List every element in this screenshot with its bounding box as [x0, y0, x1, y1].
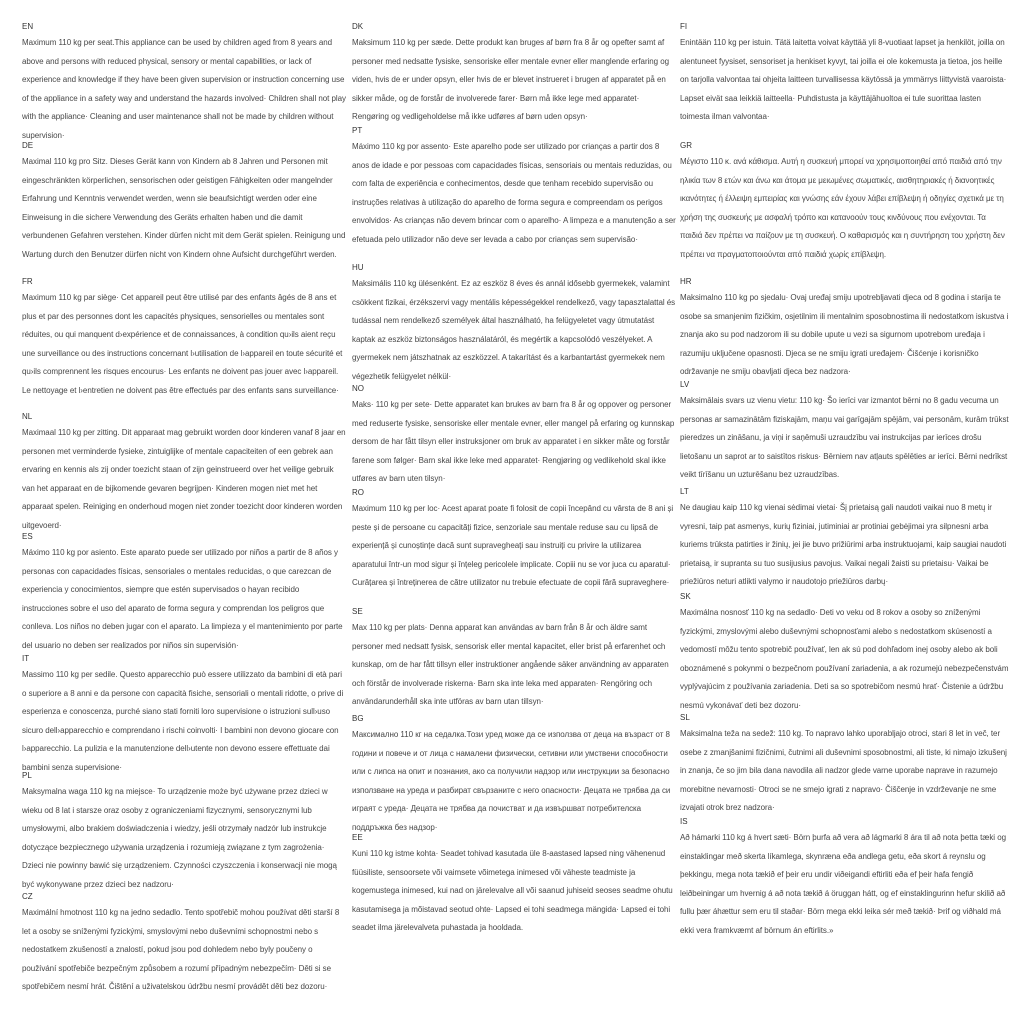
language-section-de: [22, 139, 346, 265]
language-code: HU: [352, 263, 364, 272]
language-code: PT: [352, 126, 363, 135]
language-section-pt: [352, 124, 676, 250]
language-section-en: [22, 20, 346, 146]
language-code: FI: [680, 22, 688, 31]
warning-text: Μέγιστο 110 κ. ανά κάθισμα. Αυτή η συσκευή μπορεί να χρησιμοποιηθεί από παιδιά από την ηλικία των 8 ετών και άνω και άτομα με μειωμένες σωματικές, αισθητηριακές ή διανοητικές ικανότητες ή έλλειψη εμπειρίας και γνώσης εάν έχουν λάβει επίβλεψη ή οδηγίες σχετικά με τη χρήση της συσκευής με ασφαλή τρόπο και κατανοούν τους κινδύνους που ενέχονται. Τα παιδιά δεν πρέπει να παίζουν με τη συσκευή. Ο καθαρισμός και η συντήρηση του χρήστη δεν πρέπει να πραγματοποιούνται από παιδιά χωρίς επίβλεψη.: [680, 157, 1005, 259]
warning-text: Máximo 110 kg por assento· Este aparelho pode ser utilizado por crianças a partir dos 8 anos de idade e por pessoas com capacidades físicas, sensoriais ou mentais reduzidas, ou com falta de experiência e conhecimentos, desde que tenham recebido supervisão ou instruções relativas à utilização do aparelho de forma segura e compreendam os perigos envolvidos· As crianças não devem brincar com o aparelho· A limpeza e a manutenção a ser efetuada pelo utilizador não deve ser levada a cabo por crianças sem supervisão·: [352, 142, 676, 244]
warning-text: Maksimalna teža na sedež: 110 kg. To napravo lahko uporabljajo otroci, stari 8 let in več, ter osebe z zmanjšanimi fizičnimi, čutnimi ali duševnimi sposobnostmi, ali tiste, ki nimajo izkušenj in znanja, če so jim bila dana navodila ali nadzor glede varne uporabe naprave in razumejo morebitne nevarnosti· Otroci se ne smejo igrati z napravo· Čiščenje in vzdrževanje ne sme izvajati otrok brez nadzora·: [680, 729, 1007, 813]
language-section-fi: [680, 20, 1010, 127]
warning-text: Maksimális 110 kg ülésenként. Ez az eszköz 8 éves és annál idősebb gyermekek, valamint csökkent fizikai, érzékszervi vagy mentális képességekkel rendelkező, vagy tapasztalattal és tudással nem rendelkező személyek által használható, ha felügyeletet vagy útmutatást kaptak az eszköz biztonságos használatáról, és megértik a kapcsolódó veszélyeket. A gyermekek nem játszhatnak az eszközzel. A takarítást és a karbantartást gyermekek nem végezhetik felügyelet nélkül·: [352, 279, 676, 381]
language-code: IS: [680, 817, 688, 826]
language-section-no: [352, 382, 676, 489]
language-code: LV: [680, 380, 690, 389]
language-section-ee: [352, 831, 676, 938]
language-code: NO: [352, 384, 364, 393]
language-section-hu: [352, 261, 676, 387]
warning-text: Maximální hmotnost 110 kg na jedno sedadlo. Tento spotřebič mohou používat děti starší 8 let a osoby se sníženými fyzickými, smyslovými nebo duševními schopnostmi nebo s nedostatkem zkušeností a znalostí, pokud jsou pod dohledem nebo byly poučeny o používání spotřebiče bezpečným způsobem a rozumí případným nebezpečím· Děti si se spotřebičem nesmí hrát. Čištění a uživatelskou údržbu nesmí provádět děti bez dozoru·: [22, 908, 340, 992]
language-code: NL: [22, 412, 33, 421]
language-section-sk: [680, 590, 1010, 716]
warning-text: Maximal 110 kg pro Sitz. Dieses Gerät kann von Kindern ab 8 Jahren und Personen mit eingeschränkten körperlichen, sensorischen oder geistigen Fähigkeiten oder mangelnder Erfahrung und Kenntnis verwendet werden, wenn sie beaufsichtigt werden oder eine Einweisung in die sichere Verwendung des Geräts erhalten haben und die damit verbundenen Gefahren verstehen. Kinder dürfen nicht mit dem Gerät spielen. Reinigung und Wartung durch den Benutzer dürfen nicht von Kindern ohne Aufsicht durchgeführt werden.: [22, 157, 346, 259]
warning-text: Maximum 110 kg per loc· Acest aparat poate fi folosit de copii începând cu vârsta de 8 ani și peste și de persoane cu capacități fizice, senzoriale sau mentale reduse sau cu lipsă de experiență și cunoștințe dacă sunt supravegheați sau instruiți cu privire la utilizarea aparatului într-un mod sigur și înțeleg pericolele implicate. Copiii nu se vor juca cu aparatul· Curățarea și întreținerea de către utilizator nu trebuie efectuate de copii fără supraveghere·: [352, 504, 674, 588]
warning-text: Massimo 110 kg per sedile. Questo apparecchio può essere utilizzato da bambini di età pari o superiore a 8 anni e da persone con capacità fisiche, sensoriali o mentali ridotte, o prive di esperienza e conoscenza, purché siano stati forniti loro supervisione o istruzioni sull›uso sicuro dell›apparecchio e comprendano i rischi coinvolti· I bambini non devono giocare con l›apparecchio. La pulizia e la manutenzione dell›utente non devono essere effettuate dai bambini senza supervisione·: [22, 670, 344, 772]
language-section-gr: [680, 139, 1010, 265]
language-code: EE: [352, 833, 363, 842]
warning-text: Kuni 110 kg istme kohta· Seadet tohivad kasutada üle 8-aastased lapsed ning vähenenud füüsiliste, sensoorsete või vaimsete võimetega inimesed või väheste teadmiste ja kogemustega inimesed, kui nad on järelevalve all või saanud juhiseid seoses seadme ohutu kasutamisega ja mõistavad seotud ohte· Lapsed ei tohi seadmega mängida· Lapsed ei tohi seadet ilma järelevalveta puhastada ja hooldada.: [352, 849, 673, 933]
language-code: HR: [680, 277, 692, 286]
warning-text: Að hámarki 110 kg á hvert sæti· Börn þurfa að vera að lágmarki 8 ára til að nota þetta tæki og einstaklingar með skerta líkamlega, skynræna eða andlega getu, eða skort á reynslu og þekkingu, mega nota tækið ef þeir eru undir viðeigandi eftirliti eða ef þeir hafa fengið leiðbeiningar um hvernig á að nota tækið á öruggan hátt, og ef einstaklingurinn hefur skilið að fullu þær áhættur sem eru til staðar· Börn mega ekki leika sér með tækið· Þrif og viðhald má ekki vera framkvæmt af börnum án eftirlits.»: [680, 833, 1006, 935]
warning-text: Maksimum 110 kg per sæde. Dette produkt kan bruges af børn fra 8 år og opefter samt af personer med nedsatte fysiske, sensoriske eller mentale evner eller manglende erfaring og viden, hvis de er under opsyn, eller hvis de er blevet instrueret i brugen af apparatet på en sikker måde, og de forstår de involverede farer· Børn må ikke lege med apparatet· Rengøring og vedligeholdelse må ikke udføres af børn uden opsyn·: [352, 38, 670, 122]
warning-text: Ne daugiau kaip 110 kg vienai sėdimai vietai· Šį prietaisą gali naudoti vaikai nuo 8 metų ir vyresni, taip pat asmenys, kurių fiziniai, jutiminiai ar protiniai gebėjimai yra silpnesni arba kuriems trūksta patirties ir žinių, jei jie buvo prižiūrimi arba instruktuojami, kaip saugiai naudoti prietaisą, ir supranta su tuo susijusius pavojus. Vaikai negali žaisti su prietaisu· Vaikai be priežiūros neturi atlikti valymo ir naudotojo priežiūros darbų·: [680, 503, 1007, 587]
language-section-se: [352, 605, 676, 712]
language-section-ro: [352, 486, 676, 593]
language-section-is: [680, 815, 1010, 941]
language-section-cz: [22, 890, 346, 997]
warning-text: Max 110 kg per plats· Denna apparat kan användas av barn från 8 år och äldre samt personer med nedsatt fysisk, sensorisk eller mental kapacitet, eller brist på erfarenhet och kunskap, om de har fått tillsyn eller instruktioner angående säker användning av apparaten och förstår de involverade riskerna· Barn ska inte leka med apparaten· Rengöring och användarunderhåll ska inte utföras av barn utan tillsyn·: [352, 623, 669, 707]
warning-text: Максимално 110 кг на седалка.Този уред може да се използва от деца на възраст от 8 години и повече и от лица с намалени физически, сетивни или умствени способности или с липса на опит и познания, ако са получили надзор или инструкции за безопасно използване на уреда и разбират свързаните с него опасности· Децата не трябва да си играят с уреда· Децата не трябва да почистват и да извършват потребителска поддръжка без надзор·: [352, 730, 671, 832]
language-section-es: [22, 530, 346, 656]
language-code: BG: [352, 714, 364, 723]
language-section-bg: [352, 712, 676, 838]
language-section-dk: [352, 20, 676, 127]
warning-text: Maksymalna waga 110 kg na miejsce· To urządzenie może być używane przez dzieci w wieku od 8 lat i starsze oraz osoby z ograniczeniami fizycznymi, sensorycznymi lub umysłowymi, albo brakiem doświadczenia i wiedzy, jeśli otrzymały nadzór lub instrukcje dotyczące bezpiecznego używania urządzenia i rozumieją związane z tym zagrożenia· Dzieci nie powinny bawić się urządzeniem. Czynności czyszczenia i konserwacji nie mogą być wykonywane przez dzieci bez nadzoru·: [22, 787, 337, 889]
language-code: LT: [680, 487, 689, 496]
warning-text: Maximálna nosnosť 110 kg na sedadlo· Deti vo veku od 8 rokov a osoby so zníženými fyzickými, zmyslovými alebo duševnými schopnosťami alebo s nedostatkom skúseností a vedomostí môžu tento spotrebič používať, len ak sú pod dohľadom inej osoby alebo ak boli oboznámené s pokynmi o bezpečnom používaní zariadenia, a ak rozumejú nebezpečenstvám vyplývajúcim z používania zariadenia. Deti sa so spotrebičom nesmú hrať· Čistenie a údržbu nesmú vykonávať deti bez dozoru·: [680, 608, 1009, 710]
language-code: PL: [22, 771, 32, 780]
language-code: FR: [22, 277, 33, 286]
language-section-fr: [22, 275, 346, 401]
language-section-lt: [680, 485, 1010, 592]
language-section-pl: [22, 769, 346, 895]
language-code: SL: [680, 713, 690, 722]
language-section-hr: [680, 275, 1010, 382]
language-code: SK: [680, 592, 691, 601]
language-code: IT: [22, 654, 30, 663]
language-section-lv: [680, 378, 1010, 485]
language-code: CZ: [22, 892, 33, 901]
language-code: EN: [22, 22, 34, 31]
language-code: SE: [352, 607, 363, 616]
warning-text: Máximo 110 kg por asiento. Este aparato puede ser utilizado por niños a partir de 8 años y personas con capacidades físicas, sensoriales o mentales reducidas, o que carezcan de experiencia y conocimientos, siempre que estén supervisados o hayan recibido instrucciones sobre el uso del aparato de forma segura y comprendan los peligros que conlleva. Los niños no deben jugar con el aparato. La limpieza y el mantenimiento por parte del usuario no deben ser realizados por niños sin supervisión·: [22, 548, 343, 650]
language-code: ES: [22, 532, 33, 541]
language-section-nl: [22, 410, 346, 536]
warning-text: Enintään 110 kg per istuin. Tätä laitetta voivat käyttää yli 8-vuotiaat lapset ja henkilöt, joilla on alentuneet fyysiset, sensoriset ja henkiset kyvyt, tai joilla ei ole kokemusta ja tietoa, jos heille on tarjolla valvontaa tai ohjeita laitteen turvallisessa käytössä ja ymmärrys liittyvistä vaaroista· Lapset eivät saa leikkiä laitteella· Puhdistusta ja käyttäjähuoltoa ei tule suorittaa lasten toimesta ilman valvontaa·: [680, 38, 1007, 122]
warning-text: Maksimālais svars uz vienu vietu: 110 kg· Šo ierīci var izmantot bērni no 8 gadu vecuma un personas ar samazinātām fiziskajām, maņu vai garīgajām spējām, vai personām, kurām trūkst pieredzes un zināšanu, ja viņi ir saņēmuši uzraudzību vai instrukcijas par ierīces drošu lietošanu un saprot ar to saistītos riskus· Bērniem nav atļauts spēlēties ar ierīci. Bērni nedrīkst veikt tīrīšanu un uzturēšanu bez uzraudzības.: [680, 396, 1009, 480]
language-code: RO: [352, 488, 364, 497]
warning-text: Maksimalno 110 kg po sjedalu· Ovaj uređaj smiju upotrebljavati djeca od 8 godina i starija te osobe sa smanjenim fizičkim, osjetilnim ili mentalnim sposobnostima ili nedostatkom iskustva i znanja ako su pod nadzorom ili su dobile upute u vezi sa sigurnom upotrebom uređaja i razumiju uključene opasnosti. Djeca se ne smiju igrati uređajem· Čišćenje i korisničko održavanje ne smiju obavljati djeca bez nadzora·: [680, 293, 1009, 377]
warning-text: Maximaal 110 kg per zitting. Dit apparaat mag gebruikt worden door kinderen vanaf 8 jaar en personen met verminderde fysieke, zintuiglijke of mentale capaciteiten of een gebrek aan ervaring en kennis als zij onder toezicht staan of zijn geinstrueerd over het veilige gebruik van het apparaat en de bijkomende gevaren begrijpen· Kinderen mogen niet met het apparaat spelen. Reiniging en onderhoud mogen niet zonder toezicht door kinderen worden uitgevoerd·: [22, 428, 346, 530]
warning-text: Maximum 110 kg par siège· Cet appareil peut être utilisé par des enfants âgés de 8 ans et plus et par des personnes dont les capacités physiques, sensorielles ou mentales sont réduites, ou qui manquent d›expérience et de connaissances, à condition qu›ils aient reçu une surveillance ou des instructions concernant l›utilisation de l›appareil en toute sécurité et qu›ils comprennent les risques encourus· Les enfants ne doivent pas jouer avec l›appareil. Le nettoyage et l›entretien ne doivent pas être effectués par des enfants sans surveillance·: [22, 293, 343, 395]
language-code: DE: [22, 141, 34, 150]
language-code: GR: [680, 141, 692, 150]
language-section-it: [22, 652, 346, 778]
language-code: DK: [352, 22, 364, 31]
warning-text: Maks· 110 kg per sete· Dette apparatet kan brukes av barn fra 8 år og oppover og personer med reduserte fysiske, sensoriske eller mentale evner, eller mangel på erfaring og kunnskap dersom de har fått tilsyn eller instruksjoner om bruk av apparatet i en sikker måte og forstår farene som følger· Barn skal ikke leke med apparatet· Rengjøring og vedlikehold skal ikke utføres av barn uten tilsyn·: [352, 400, 675, 484]
warning-text: Maximum 110 kg per seat.This appliance can be used by children aged from 8 years and above and persons with reduced physical, sensory or mental capabilities, or lack of experience and knowledge if they have been given supervision or instruction concerning use of the appliance in a safety way and understand the hazards involved· Children shall not play with the appliance· Cleaning and user maintenance shall not be made by children without supervision·: [22, 38, 346, 140]
language-section-sl: [680, 711, 1010, 818]
